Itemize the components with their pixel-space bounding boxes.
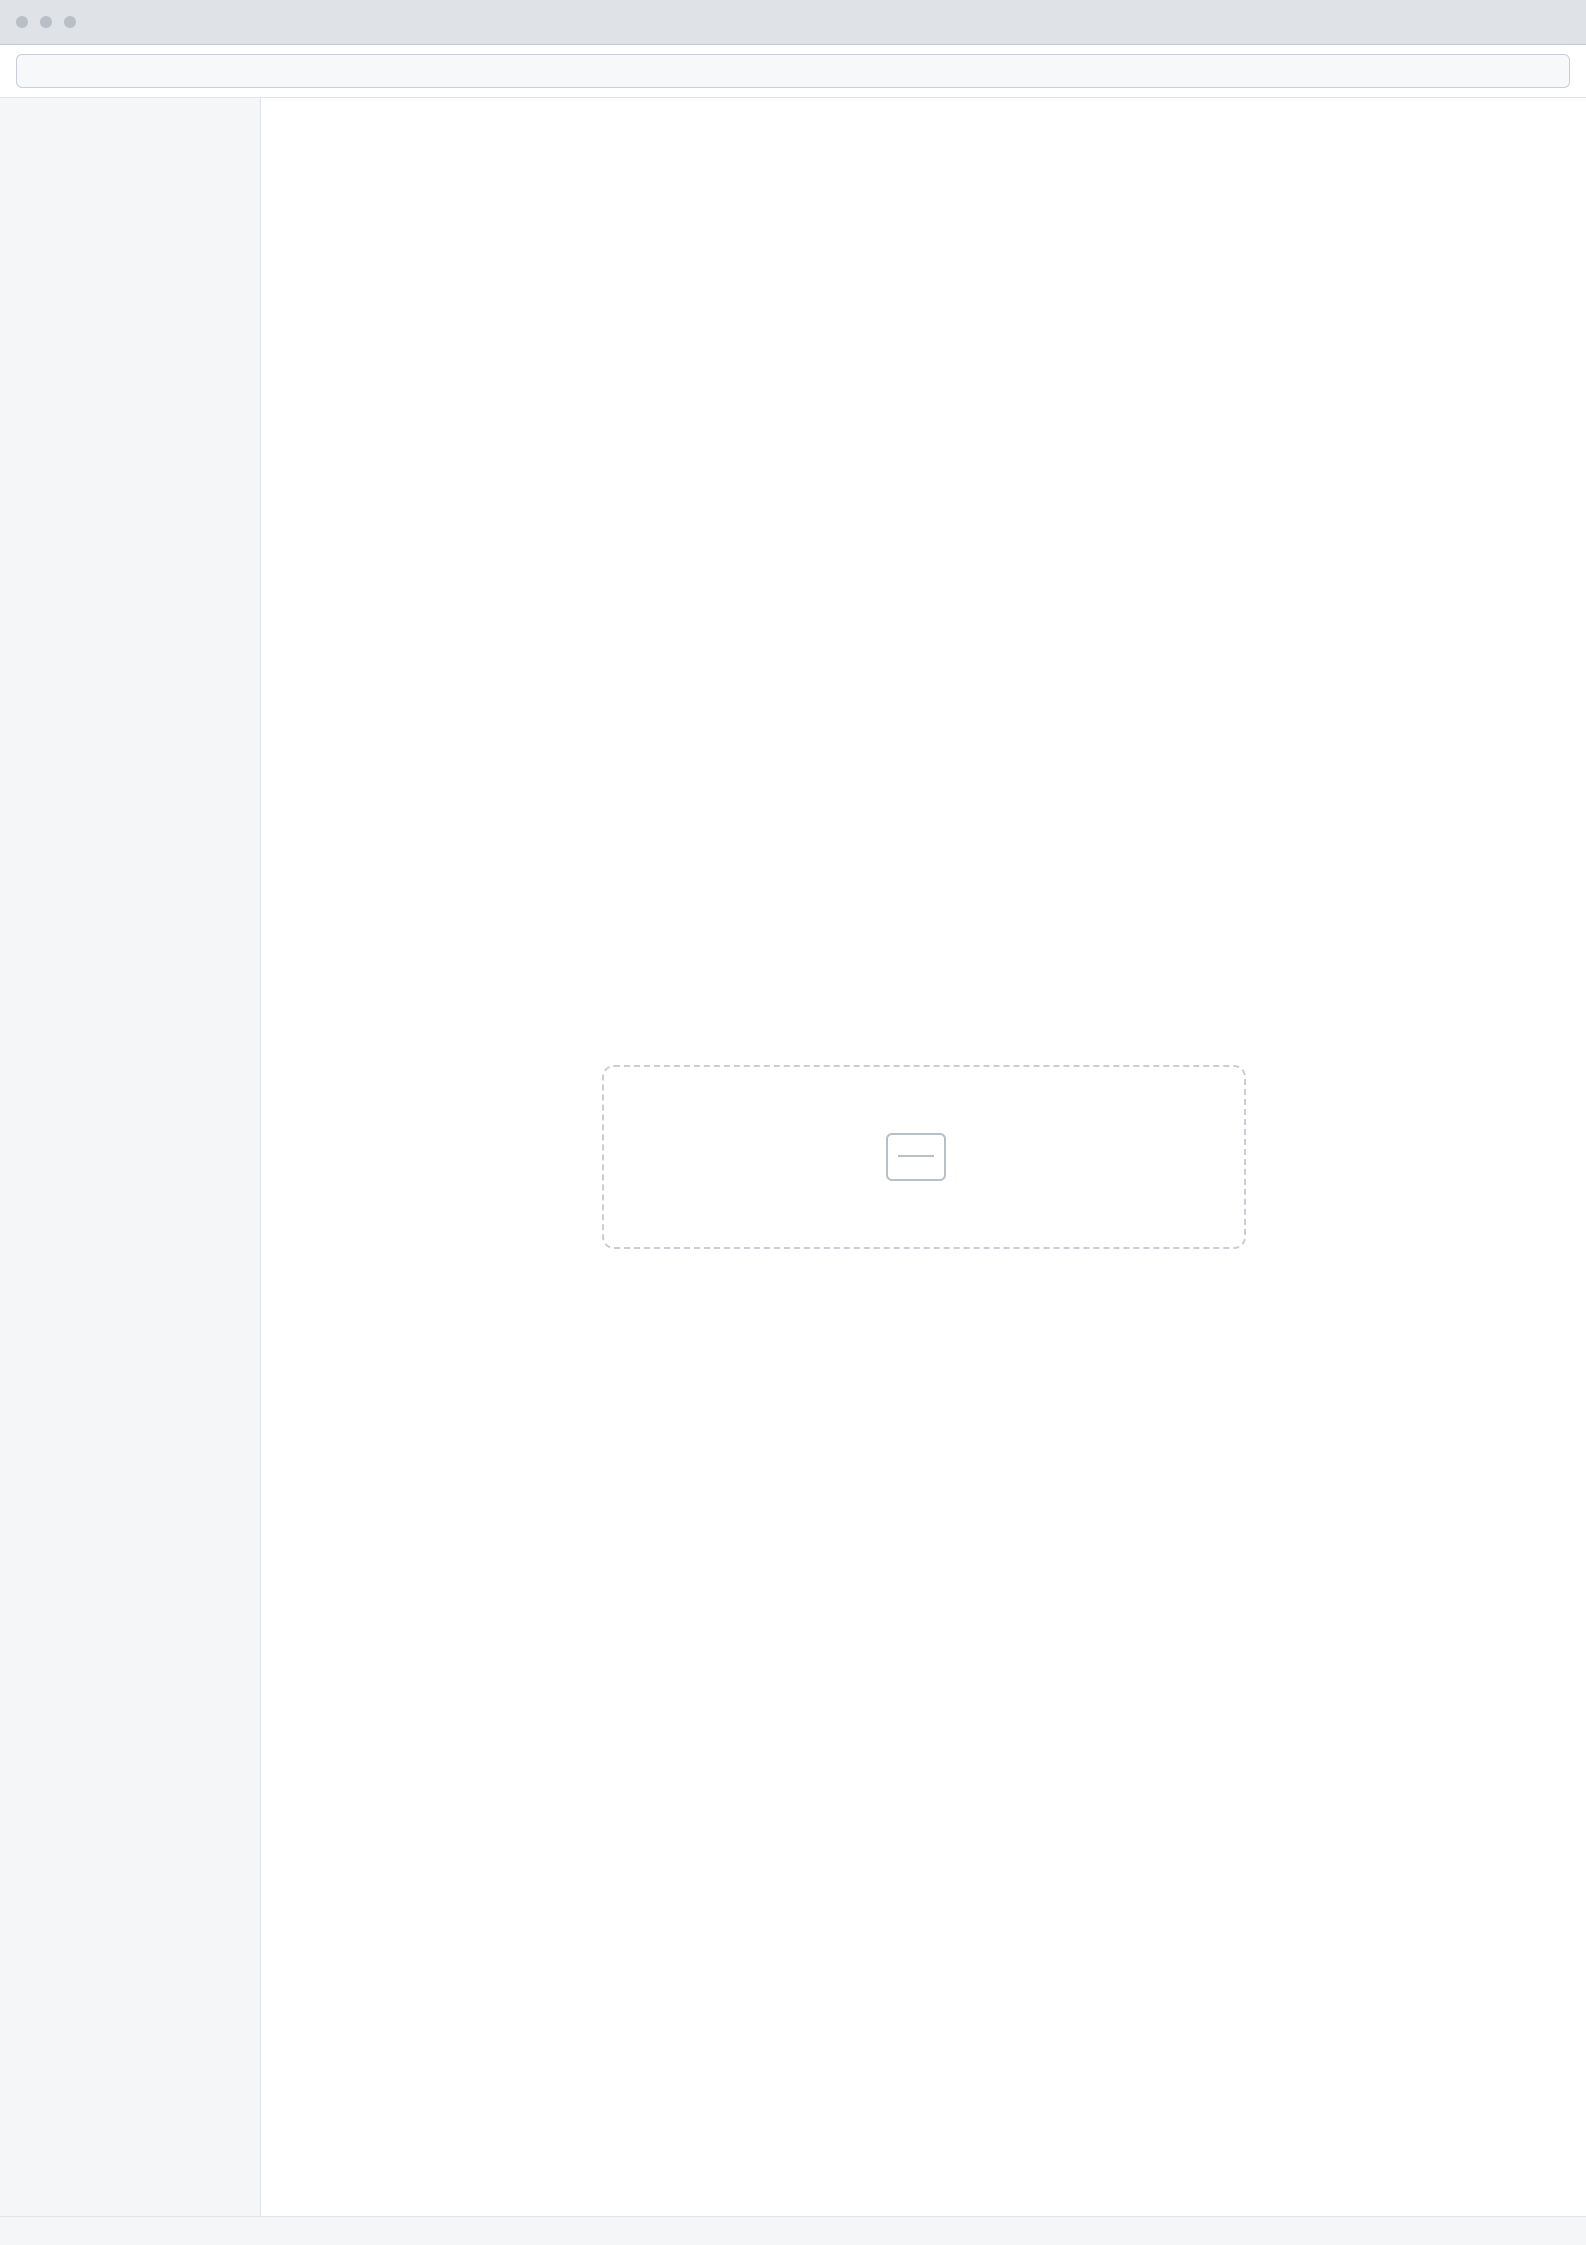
window-title <box>88 14 1570 30</box>
title-bar <box>0 0 1586 45</box>
missing-image-placeholder <box>602 1065 1246 1249</box>
toolbar-input[interactable] <box>16 54 1570 88</box>
image-icon <box>886 1133 946 1181</box>
minimize-window-button[interactable] <box>40 16 52 28</box>
maximize-window-button[interactable] <box>64 16 76 28</box>
sidebar <box>0 98 261 2216</box>
main-area <box>0 98 1586 2216</box>
status-bar <box>0 2216 1586 2245</box>
close-window-button[interactable] <box>16 16 28 28</box>
toolbar <box>0 45 1586 98</box>
content-area <box>261 98 1586 2216</box>
